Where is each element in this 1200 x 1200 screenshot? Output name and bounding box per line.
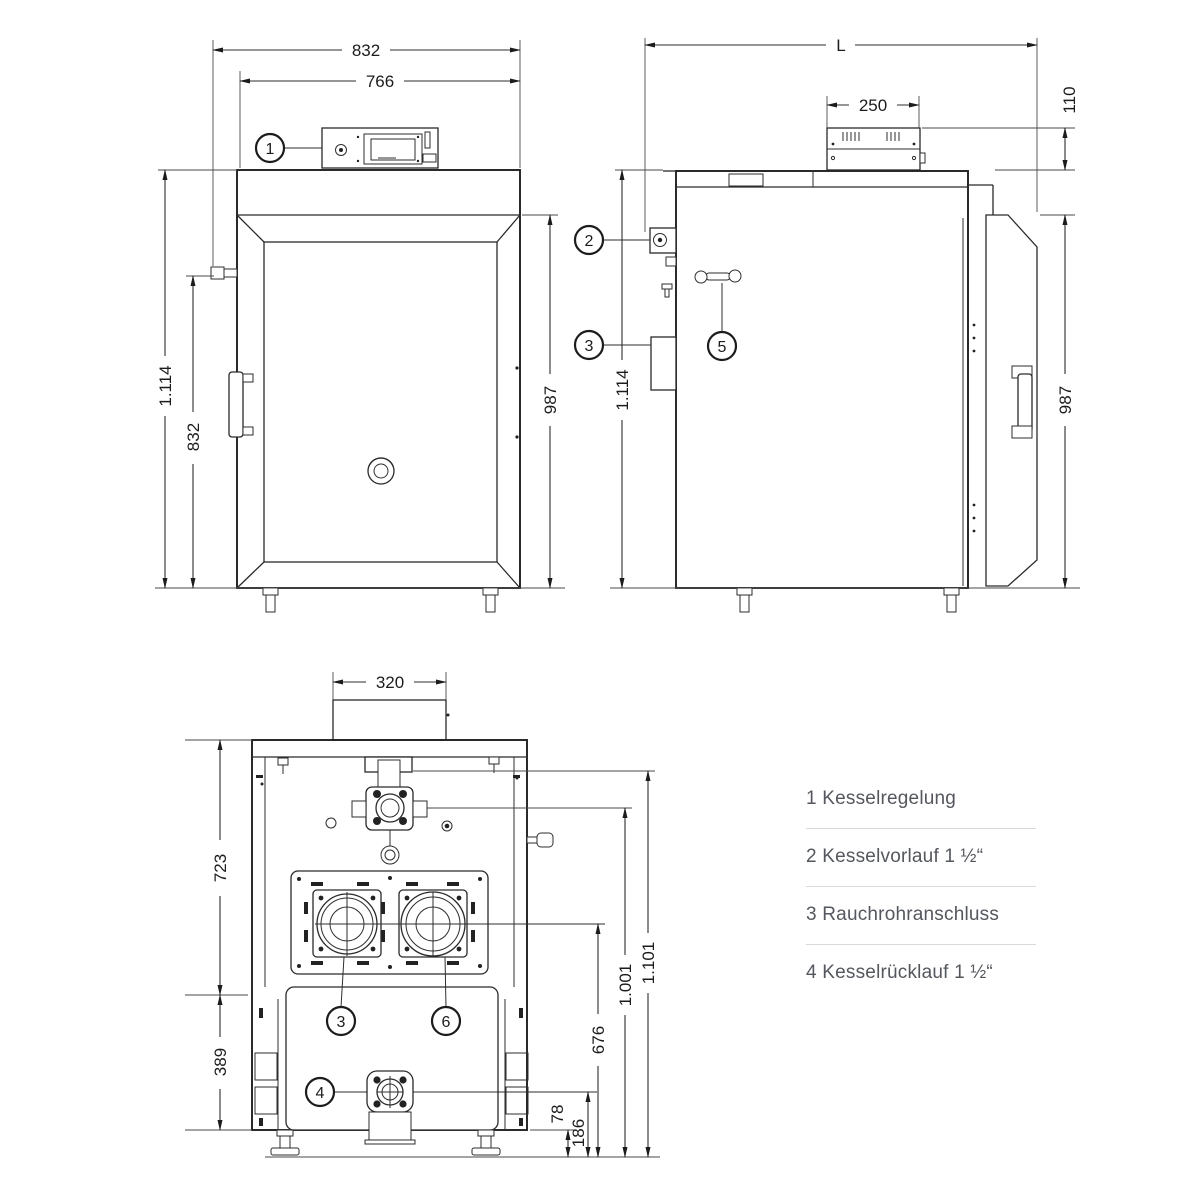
- dim-front-height-total: [154, 170, 237, 588]
- front-boiler-body: [237, 170, 520, 588]
- flue-flange-plate: [291, 871, 605, 974]
- callout-number: 2: [584, 233, 594, 250]
- boiler-control-panel: [322, 128, 438, 168]
- dim-label: 723: [211, 853, 230, 883]
- front-side-fitting: [211, 267, 237, 279]
- callout-4-kesselruecklauf: [306, 1078, 334, 1106]
- callout-number: 3: [584, 338, 594, 355]
- dim-rear-ruecklauf-axis: [569, 1092, 588, 1157]
- dim-label: 1.114: [156, 365, 175, 407]
- dim-label: 987: [1056, 385, 1075, 415]
- legend-item-rauchrohranschluss: [806, 887, 1036, 945]
- rear-view: [185, 672, 660, 1157]
- dim-front-height-door: [522, 215, 561, 588]
- vorlauf-valve-assembly: [352, 757, 427, 864]
- side-boiler-body: [663, 171, 1037, 588]
- legend: [806, 788, 1036, 1002]
- ruecklauf-fitting: [365, 1071, 415, 1144]
- rear-bolt-fitting: [662, 284, 672, 297]
- legend-label: Rauchrohranschluss: [822, 904, 1000, 925]
- legend-item-kesselregelung: [806, 788, 1036, 829]
- dim-rear-flue-width: [333, 672, 446, 700]
- front-door-knob: [368, 458, 394, 484]
- dim-label: 110: [1060, 86, 1079, 114]
- legend-number: 3: [806, 904, 817, 925]
- legend-number: 4: [806, 962, 817, 983]
- dim-label: 1.001: [616, 963, 635, 1007]
- dim-side-panel-width: [827, 96, 919, 128]
- dim-side-panel-height: [922, 86, 1079, 170]
- dim-rear-flue-axis: [587, 924, 609, 1157]
- callout-number: 3: [336, 1014, 346, 1031]
- callout-3-rauchrohr: [575, 331, 651, 359]
- callout-1-kesselregelung: [256, 134, 322, 162]
- legend-label: Kesselvorlauf 1 ½“: [822, 846, 984, 867]
- dim-label: 78: [548, 1104, 567, 1124]
- dim-label: 1.114: [613, 369, 632, 411]
- rauchrohr-stub: [651, 337, 676, 390]
- legend-item-kesselvorlauf: [806, 829, 1036, 887]
- dim-front-height-fitting: [182, 276, 214, 588]
- dim-label: 766: [365, 72, 395, 91]
- dim-rear-height-upper: [185, 740, 252, 995]
- callout-number: 5: [717, 339, 727, 356]
- dim-label: 320: [375, 673, 405, 692]
- dim-label: 832: [184, 422, 203, 452]
- front-view: [154, 40, 565, 612]
- front-door-handle: [229, 372, 253, 437]
- dim-rear-total: [637, 771, 659, 1157]
- legend-label: Kesselregelung: [822, 788, 957, 809]
- rear-right-plug: [527, 833, 553, 847]
- dim-label: 1.101: [639, 941, 658, 985]
- callout-2-kesselvorlauf: [575, 226, 650, 254]
- callout-number: 1: [265, 141, 275, 158]
- callout-number: 6: [441, 1014, 451, 1031]
- legend-number: 2: [806, 846, 817, 867]
- side-control-box: [827, 128, 925, 170]
- dim-label: 987: [541, 385, 560, 415]
- dim-side-height-door: [1040, 215, 1076, 588]
- dim-label: 389: [211, 1047, 230, 1077]
- dim-label: L: [836, 36, 846, 55]
- callout-5-lever: [708, 283, 736, 360]
- vorlauf-fitting: [650, 228, 676, 266]
- dim-label: 186: [569, 1118, 588, 1148]
- dim-label: 832: [351, 41, 381, 60]
- flue-duct-detail: [447, 714, 450, 717]
- legend-label: Kesselrücklauf 1 ½“: [822, 962, 993, 983]
- legend-item-kesselruecklauf: [806, 945, 1036, 1002]
- dim-rear-vorlauf-axis: [614, 808, 636, 1157]
- dim-label: 250: [858, 96, 888, 115]
- door-lever: [695, 270, 741, 283]
- flue-duct: [333, 700, 446, 740]
- dim-label: 676: [589, 1025, 608, 1055]
- legend-number: 1: [806, 788, 817, 809]
- dim-rear-height-lower: [185, 995, 252, 1130]
- front-feet: [263, 588, 498, 612]
- side-view: [575, 35, 1080, 612]
- callout-number: 4: [315, 1085, 325, 1102]
- side-feet: [737, 588, 959, 612]
